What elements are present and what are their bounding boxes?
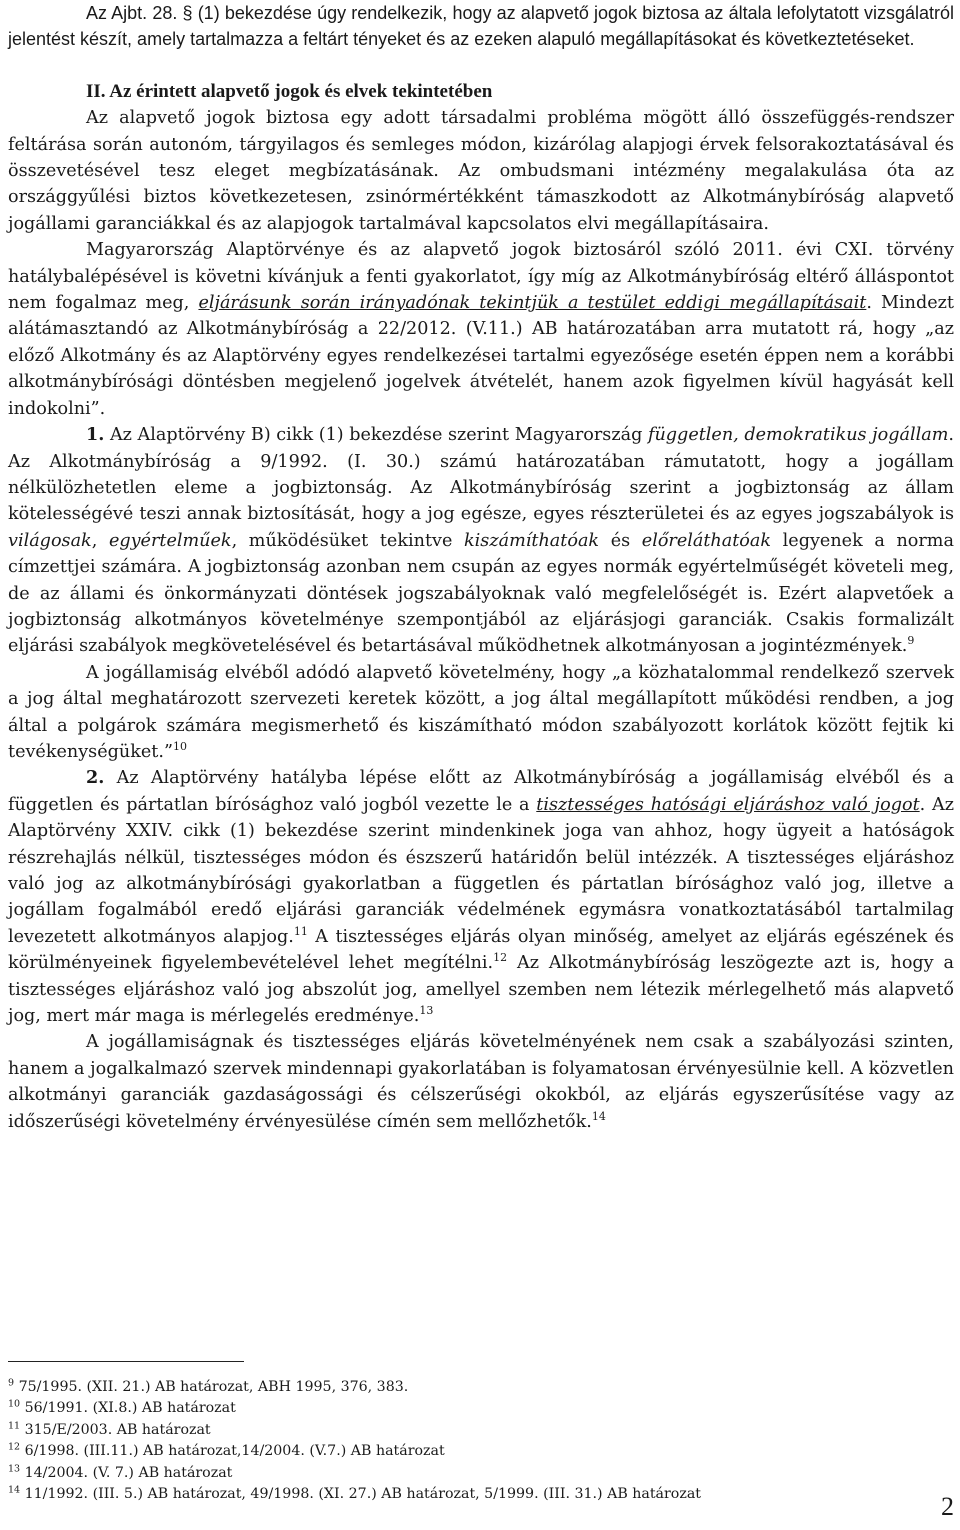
paragraph-2-text-b: . Mindezt alátámasztandó az Alkotmánybíróság a 22/2012. (V.11.) AB határozatában arra mutatott rá, hogy „az előző Alkotmány és az Alaptörvény egyes rendelkezései tartalmi egyezősége esetén éppen nem a korábbi alkotmánybírósági döntésben megjelenő jogelvek átvételét, hanem azok figyelmen kívül hagyását kell indokolni”. bbox=[8, 293, 954, 419]
footnote-text: 56/1991. (XI.8.) AB határozat bbox=[24, 1400, 236, 1417]
paragraph-2-text-a: Magyarország Alaptörvénye és az alapvető jogok biztosáról szóló 2011. évi CXI. törvény hatálybalépésével is követni kívánjuk a fenti gyakorlatot, így míg az Alkotmánybíróság eltérő álláspontot nem fogalmaz meg, bbox=[8, 240, 954, 314]
paragraph-2 bbox=[8, 237, 954, 422]
footnote-ref-10[interactable]: 10 bbox=[172, 740, 187, 754]
paragraph-5 bbox=[8, 765, 954, 1029]
footnotes bbox=[8, 1377, 908, 1505]
section-heading-line bbox=[8, 79, 954, 105]
footnote-ref-13[interactable]: 13 bbox=[419, 1004, 434, 1018]
paragraph-1: Az alapvető jogok biztosa egy adott társadalmi probléma mögött álló összefüggés-rendszer feltárása során autonóm, tárgyilagos és semleges módon, kizárólag alapjogi érvek felsorakoztatásával és összevetésével tesz eleget megbízatásának. Az ombudsmani intézmény megalakulása óta az országgyűlési biztos következetesen, zsinórmértékként támaszkodott az Alkotmánybíróság alapvető jogállami garanciákkal és az alapjogok tartalmával kapcsolatos elvi megállapításaira. bbox=[8, 108, 954, 234]
paragraph-3 bbox=[8, 422, 954, 660]
paragraph-3-emphasis-5: előreláthatóak bbox=[641, 530, 772, 551]
footnote-number: 9 bbox=[8, 1377, 15, 1389]
paragraph-3-text-a: Az Alaptörvény B) cikk (1) bekezdése szerint Magyarország bbox=[104, 425, 648, 446]
footnote bbox=[8, 1377, 908, 1398]
intro-paragraph: Az Ajbt. 28. § (1) bekezdése úgy rendelkezik, hogy az alapvető jogok biztosa az általa lefolytatott vizsgálatról jelentést készít, amely tartalmazza a feltárt tényeket és az ezeken alapuló megállapításokat és következtetéseket. bbox=[8, 3, 954, 50]
paragraph-5-emphasis: tisztességes hatósági eljáráshoz való jogot bbox=[536, 794, 920, 815]
paragraph-5-text-b: . Az Alaptörvény XXIV. cikk (1) bekezdése szerint mindenkinek joga van ahhoz, hogy ügyeit a hatóságok részrehajlás nélkül, tisztességes módon és észszerű határidőn belül intézzék. A tisztességes eljáráshoz való jog az alkotmánybírósági gyakorlatban a független és pártatlan bírósághoz való jog, illetve a jogállam fogalmából eredő eljárási garanciák védelmének egymásra vonatkoztatásából tartalmilag levezetett alkotmányos alapjog. bbox=[8, 794, 954, 947]
paragraph-3-emphasis: független, demokratikus jogállam bbox=[647, 425, 949, 446]
footnote-number: 11 bbox=[8, 1420, 21, 1432]
paragraph-3-emphasis-4: kiszámíthatóak bbox=[464, 530, 600, 551]
footnote-number: 10 bbox=[8, 1398, 21, 1410]
paragraph-3-emphasis-3: egyértelműek bbox=[108, 530, 232, 551]
paragraph-5-number: 2. bbox=[86, 767, 105, 789]
paragraph-3-text-b: . Az Alkotmánybíróság a 9/1992. (I. 30.) számú határozatában rámutatott, hogy a jogállam nélkülözhetetlen eleme a jogbiztonság. Az Alkotmánybíróság szerint a jogbiztonság az állam kötelességévé teszi annak biztosítását, hogy a jog egésze, egyes részterületei és az egyes jogszabályok is bbox=[8, 425, 955, 525]
paragraph-3-text-e: és bbox=[599, 530, 642, 551]
paragraph-5-text-c: A tisztességes eljárás olyan minőség, amelyet az eljárás egészének és körülményeinek figyelembevételével lehet megítélni. bbox=[8, 926, 954, 974]
paragraph-6 bbox=[8, 1029, 954, 1135]
footnote-text: 14/2004. (V. 7.) AB határozat bbox=[24, 1464, 233, 1481]
footnote-ref-14[interactable]: 14 bbox=[591, 1109, 606, 1123]
footnote-separator bbox=[8, 1361, 244, 1362]
footnote-number: 14 bbox=[8, 1484, 21, 1496]
footnote bbox=[8, 1441, 908, 1462]
paragraph-4-text: A jogállamiság elvéből adódó alapvető követelmény, hogy „a közhatalommal rendelkező szervek a jog által meghatározott szervezeti keretek között, a jog által megállapított működési rendben, a jog által a polgárok számára megismerhető és kiszámítható módon szabályozott korlátok között fejtik ki tevékenységüket.” bbox=[8, 662, 954, 762]
paragraph-3-number: 1. bbox=[86, 424, 105, 446]
footnote bbox=[8, 1484, 908, 1505]
footnote-number: 13 bbox=[8, 1462, 21, 1474]
paragraph-2-emphasis: eljárásunk során irányadónak tekintjük a testület eddigi megállapításait bbox=[198, 293, 867, 314]
section-heading: II. Az érintett alapvető jogok és elvek tekintetében bbox=[86, 80, 493, 102]
paragraph-3-text-c: , bbox=[91, 530, 109, 551]
footnote-ref-12[interactable]: 12 bbox=[493, 951, 508, 965]
body-text bbox=[8, 0, 954, 1135]
paragraph-3-text-d: , működésüket tekintve bbox=[231, 530, 464, 551]
footnote-text: 315/E/2003. AB határozat bbox=[24, 1421, 211, 1438]
paragraph-6-text: A jogállamiságnak és tisztességes eljárás követelményének nem csak a szabályozási szinten, hanem a jogalkalmazó szervek mindennapi gyakorlatában is folyamatosan érvényesülnie kell. A közvetlen alkotmányi garanciák gazdaságossági és célszerűségi okokból, az eljárás egyszerűsítése vagy az időszerűségi követelmény érvényesülése címén sem mellőzhetők. bbox=[8, 1032, 954, 1132]
paragraph-3-emphasis-2: világosak bbox=[8, 530, 92, 551]
paragraph-5-text-a: Az Alaptörvény hatályba lépése előtt az Alkotmánybíróság a jogállamiság elvéből és a független és pártatlan bírósághoz való jogból vezette le a bbox=[8, 768, 954, 815]
footnote-text: 11/1992. (III. 5.) AB határozat, 49/1998. (XI. 27.) AB határozat, 5/1999. (III. 31.) AB határozat bbox=[24, 1486, 701, 1503]
footnote bbox=[8, 1463, 908, 1484]
paragraph-5-text-d: Az Alkotmánybíróság leszögezte azt is, hogy a tisztességes eljáráshoz való jog abszolút jog, amellyel szemben nem létezik mérlegelhető más alapvető jog, mert már maga is mérlegelés eredménye. bbox=[8, 953, 954, 1027]
footnote-text: 75/1995. (XII. 21.) AB határozat, ABH 1995, 376, 383. bbox=[18, 1379, 409, 1395]
footnote-ref-11[interactable]: 11 bbox=[293, 924, 308, 938]
footnote bbox=[8, 1398, 908, 1419]
page-number: 2 bbox=[941, 1492, 954, 1521]
paragraph-4 bbox=[8, 660, 954, 766]
footnote-text: 6/1998. (III.11.) AB határozat,14/2004. (V.7.) AB határozat bbox=[24, 1443, 445, 1460]
paragraph-3-text-f: legyenek a norma címzettjei számára. A jogbiztonság azonban nem csupán az egyes normák egyértelműségét követeli meg, de az állami és önkormányzati döntések jogszabályoknak való megfelelőségét is. Ezért alapvetőek a jogbiztonság alkotmányos követelménye szempontjából az eljárásjogi garanciák. Csakis formalizált eljárási szabályok megkövetelésével és betartásával működhetnek alkotmányosan a jogintézmények. bbox=[8, 530, 954, 657]
footnote-ref-9[interactable]: 9 bbox=[907, 634, 915, 648]
footnote bbox=[8, 1420, 908, 1441]
footnote-number: 12 bbox=[8, 1441, 21, 1453]
